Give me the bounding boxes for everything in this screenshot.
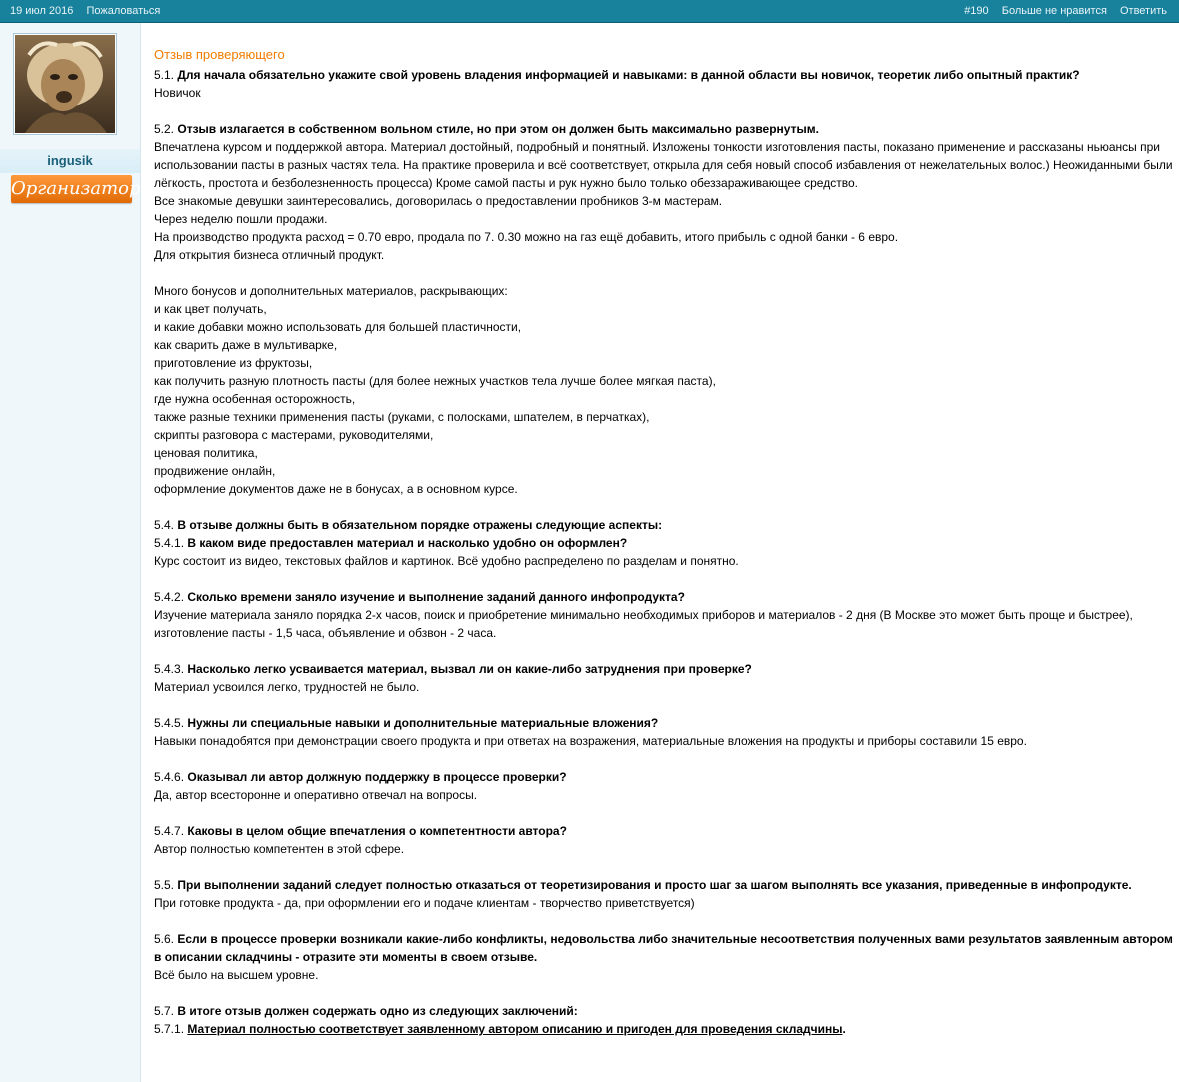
username-link[interactable]: ingusik [0, 149, 140, 173]
question-number: 5.6. [154, 932, 175, 946]
question-5-5 [154, 876, 1179, 894]
question-number: 5.4. [154, 518, 175, 532]
report-link[interactable]: Пожаловаться [86, 5, 161, 17]
question-5-4-5 [154, 714, 1179, 732]
bonus-item: и как цвет получать, [154, 302, 267, 316]
post-number-link[interactable]: #190 [964, 5, 989, 17]
question-5-4-7 [154, 822, 1179, 840]
question-number: 5.7.1. [154, 1022, 185, 1036]
question-5-2 [154, 120, 1179, 138]
avatar-image [15, 35, 115, 133]
post-header-bar [0, 0, 1179, 23]
post-body [141, 23, 1179, 1082]
question-5-4 [154, 516, 1179, 534]
question-5-4-3 [154, 660, 1179, 678]
avatar[interactable] [13, 33, 117, 135]
bonus-item: оформление документов даже не в бонусах, а в основном курсе. [154, 482, 518, 496]
bonus-item: как получить разную плотность пасты (для более нежных участков тела лучше более мягкая паста), [154, 374, 716, 388]
conclusion-period: . [842, 1022, 846, 1036]
answer-5-4-5: Навыки понадобятся при демонстрации своего продукта и при ответах на возражения, материальные вложения на продукты и приборы составили 15 евро. [154, 734, 1027, 748]
question-number: 5.5. [154, 878, 175, 892]
answer-5-2-line: Через неделю пошли продажи. [154, 212, 328, 226]
bonus-item: также разные техники применения пасты (руками, с полосками, шпателем, в перчатках), [154, 410, 650, 424]
question-5-1 [154, 66, 1179, 84]
question-number: 5.4.5. [154, 716, 185, 730]
question-text: Насколько легко усваивается материал, вызвал ли он какие-либо затруднения при проверке? [187, 662, 752, 676]
question-number: 5.4.3. [154, 662, 185, 676]
question-text: Каковы в целом общие впечатления о компетентности автора? [187, 824, 567, 838]
bonus-item: и какие добавки можно использовать для большей пластичности, [154, 320, 522, 334]
question-5-4-1 [154, 534, 1179, 552]
bonus-item: как сварить даже в мультиварке, [154, 338, 338, 352]
bonus-item: приготовление из фруктозы, [154, 356, 313, 370]
answer-5-2-paragraph: Впечатлена курсом и поддержкой автора. Материал достойный, подробный и понятный. Изложены тонкости изготовления пасты, показано применение и рассказаны ньюансы при использовании пасты в разных частях тела. На практике проверила и всё соответствует, открыла для себя новый способ избавления от нежелательных волос.) Неожиданными были лёгкость, простота и безболезненность процесса) Кроме самой пасты и рук нужно было только обеззараживающее средство. [154, 140, 1173, 190]
question-number: 5.1. [154, 68, 175, 82]
review-title: Отзыв проверяющего [154, 47, 285, 62]
answer-5-4-6: Да, автор всесторонне и оперативно отвечал на вопросы. [154, 788, 478, 802]
question-text: Отзыв излагается в собственном вольном стиле, но при этом он должен быть максимально развернутым. [177, 122, 819, 136]
question-text: Оказывал ли автор должную поддержку в процессе проверки? [187, 770, 567, 784]
answer-5-4-1: Курс состоит из видео, текстовых файлов и картинок. Всё удобно распределено по разделам и понятно. [154, 554, 739, 568]
answer-5-6: Всё было на высшем уровне. [154, 968, 319, 982]
question-number: 5.4.1. [154, 536, 185, 550]
question-5-4-6 [154, 768, 1179, 786]
user-sidebar [0, 23, 141, 1082]
question-number: 5.7. [154, 1004, 175, 1018]
answer-5-4-2: Изучение материала заняло порядка 2-х часов, поиск и приобретение минимально необходимых приборов и материалов - 2 дня (В Москве это может быть проще и быстрее), изготовление пасты - 1,5 часа, объявление и обзвон - 2 часа. [154, 608, 1133, 640]
post-meta-left [10, 5, 170, 17]
answer-5-1: Новичок [154, 86, 201, 100]
question-text: В каком виде предоставлен материал и насколько удобно он оформлен? [187, 536, 628, 550]
post-actions [964, 5, 1167, 17]
conclusion-text: Материал полностью соответствует заявленному автором описанию и пригоден для проведения складчины [187, 1022, 843, 1036]
question-5-7 [154, 1002, 1179, 1020]
conclusion-5-7-1 [154, 1020, 1179, 1038]
bonus-intro: Много бонусов и дополнительных материалов, раскрывающих: [154, 284, 508, 298]
bonus-item: продвижение онлайн, [154, 464, 276, 478]
answer-5-2-line: На производство продукта расход = 0.70 евро, продала по 7. 0.30 можно на газ ещё добавить, итого прибыль с одной банки - 6 евро. [154, 230, 899, 244]
answer-5-2-line: Для открытия бизнеса отличный продукт. [154, 248, 385, 262]
answer-5-4-7: Автор полностью компетентен в этой сфере. [154, 842, 405, 856]
question-text: При выполнении заданий следует полностью отказаться от теоретизирования и просто шаг за шагом выполнять все указания, приведенные в инфопродукте. [177, 878, 1132, 892]
question-number: 5.4.6. [154, 770, 185, 784]
question-number: 5.2. [154, 122, 175, 136]
question-text: В отзыве должны быть в обязательном порядке отражены следующие аспекты: [177, 518, 663, 532]
question-5-6 [154, 930, 1179, 966]
question-number: 5.4.2. [154, 590, 185, 604]
unlike-link[interactable]: Больше не нравится [1001, 5, 1107, 17]
reply-link[interactable]: Ответить [1119, 5, 1167, 17]
question-text: Сколько времени заняло изучение и выполнение заданий данного инфопродукта? [187, 590, 685, 604]
bonus-item: где нужна особенная осторожность, [154, 392, 356, 406]
question-text: В итоге отзыв должен содержать одно из следующих заключений: [177, 1004, 578, 1018]
answer-5-5: При готовке продукта - да, при оформлении его и подаче клиентам - творчество приветствуется) [154, 896, 695, 910]
post-date[interactable]: 19 июл 2016 [10, 5, 74, 17]
answer-5-4-3: Материал усвоился легко, трудностей не было. [154, 680, 420, 694]
question-text: Если в процессе проверки возникали какие-либо конфликты, недовольства либо значительные несоответствия полученных вами результатов заявленным автором в описании складчины - отразите эти моменты в своем отзыве. [154, 932, 1173, 964]
answer-5-2-line: Все знакомые девушки заинтересовались, договорилась о предоставлении пробников 3-м мастерам. [154, 194, 723, 208]
bonus-item: скрипты разговора с мастерами, руководителями, [154, 428, 434, 442]
bonus-item: ценовая политика, [154, 446, 258, 460]
organizer-badge: Организатор [11, 175, 132, 203]
question-5-4-2 [154, 588, 1179, 606]
question-number: 5.4.7. [154, 824, 185, 838]
question-text: Для начала обязательно укажите свой уровень владения информацией и навыками: в данной области вы новичок, теоретик либо опытный практик? [177, 68, 1080, 82]
question-text: Нужны ли специальные навыки и дополнительные материальные вложения? [187, 716, 659, 730]
